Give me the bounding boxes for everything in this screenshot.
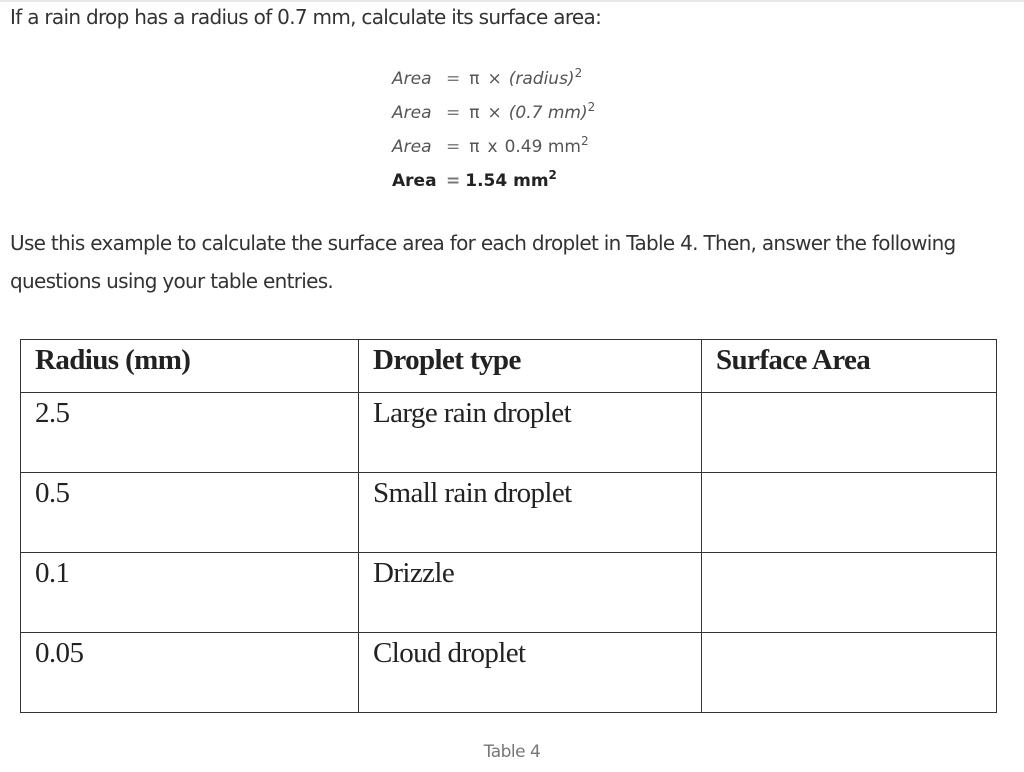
equation-row (392, 134, 589, 162)
equation-row (392, 100, 595, 128)
equation-result-row (392, 168, 557, 196)
equation-lhs: Area (392, 69, 432, 89)
equals-sign: = (446, 171, 461, 191)
surface-area-cell[interactable] (702, 553, 997, 633)
equation-rhs: (0.7 mm) (508, 103, 588, 123)
column-header-surface-area: Surface Area (702, 340, 997, 393)
equation-row (392, 66, 582, 94)
intro-text: If a rain drop has a radius of 0.7 mm, calculate its surface area: (10, 5, 602, 29)
column-header-droplet-type: Droplet type (359, 340, 702, 393)
table-header-row (21, 340, 997, 393)
equation-result: 1.54 mm (465, 171, 549, 191)
droplet-table (20, 339, 997, 713)
times-sign: × (487, 103, 502, 123)
times-sign: x (487, 137, 498, 157)
column-header-radius: Radius (mm) (21, 340, 359, 393)
equation-lhs: Area (392, 103, 432, 123)
table-row (21, 393, 997, 473)
pi-symbol: π (469, 137, 480, 157)
table-row (21, 473, 997, 553)
surface-area-cell[interactable] (702, 633, 997, 713)
radius-cell: 0.05 (21, 633, 359, 713)
equation-rhs: 0.49 mm (504, 137, 581, 157)
exponent: 2 (548, 168, 557, 182)
table-row (21, 633, 997, 713)
instructions-text: Use this example to calculate the surface area for each droplet in Table 4. Then, answer the following questions using your table entries. (10, 231, 956, 293)
equation-rhs: (radius) (508, 69, 575, 89)
droplet-type-cell: Cloud droplet (359, 633, 702, 713)
radius-cell: 2.5 (21, 393, 359, 473)
times-sign: × (487, 69, 502, 89)
equation-lhs: Area (392, 137, 432, 157)
pi-symbol: π (469, 103, 480, 123)
exponent: 2 (580, 134, 589, 148)
pi-symbol: π (469, 69, 480, 89)
table-row (21, 553, 997, 633)
radius-cell: 0.1 (21, 553, 359, 633)
droplet-type-cell: Drizzle (359, 553, 702, 633)
equals-sign: = (446, 137, 461, 157)
exponent: 2 (574, 66, 583, 80)
droplet-type-cell: Large rain droplet (359, 393, 702, 473)
equals-sign: = (446, 103, 461, 123)
top-divider (0, 0, 1024, 2)
surface-area-cell[interactable] (702, 473, 997, 553)
surface-area-cell[interactable] (702, 393, 997, 473)
exponent: 2 (587, 100, 596, 114)
radius-cell: 0.5 (21, 473, 359, 553)
equation-lhs: Area (392, 171, 437, 191)
table-caption: Table 4 (483, 742, 541, 762)
equals-sign: = (446, 69, 461, 89)
droplet-type-cell: Small rain droplet (359, 473, 702, 553)
